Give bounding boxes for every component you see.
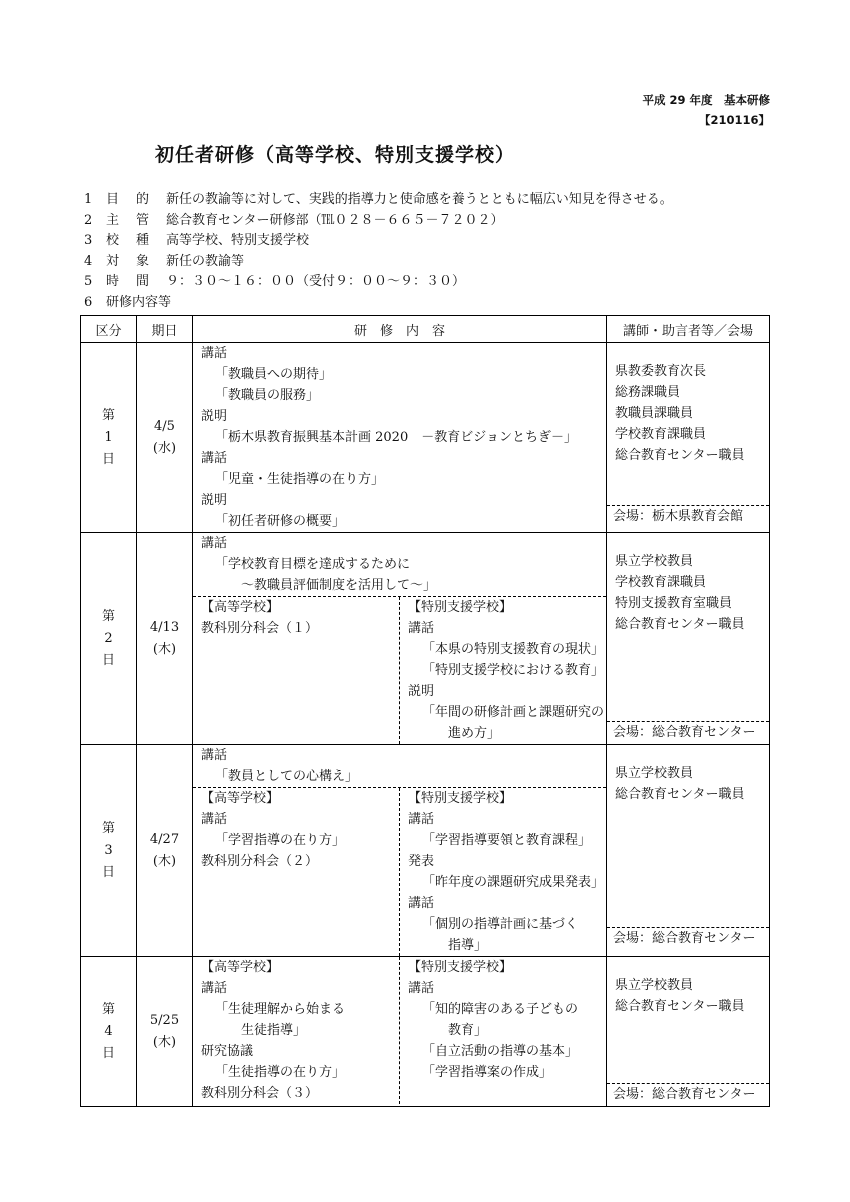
special-support-column xyxy=(399,957,606,1104)
lecturer-name: 学校教育課職員 xyxy=(615,427,707,442)
page-title: 初任者研修（高等学校、特別支援学校） xyxy=(155,144,516,166)
info-row xyxy=(84,272,673,293)
lecturer-name: 特別支援教育室職員 xyxy=(615,596,733,611)
content-line: 「児童・生徒指導の在り方」 xyxy=(215,472,385,487)
category-char: 第 xyxy=(101,608,115,624)
day-lecturers xyxy=(607,957,770,1107)
content-line: 「初任者研修の概要」 xyxy=(215,514,346,529)
lecturer-box xyxy=(607,343,769,528)
lecturer-box xyxy=(607,957,769,1106)
day-category xyxy=(81,957,137,1107)
content-line: 教科別分科会（１） xyxy=(201,621,319,636)
content-line: 研究協議 xyxy=(201,1044,254,1059)
content-line: 「学校教育目標を達成するために xyxy=(215,557,411,572)
content-line: 教科別分科会（３） xyxy=(201,1086,319,1101)
special-support-column xyxy=(399,597,606,744)
table-row xyxy=(81,533,770,745)
content-line: 「昨年度の課題研究成果発表」 xyxy=(422,875,605,890)
category-char: 3 xyxy=(104,842,113,858)
info-list xyxy=(84,190,673,313)
info-value: 新任の教諭等 xyxy=(166,253,245,269)
venue-label: 会場：総合教育センター xyxy=(607,927,769,950)
content-line: 「知的障害のある子どもの xyxy=(422,1002,579,1017)
content-line: 講話 xyxy=(201,536,228,551)
content-line: 「教職員への期待」 xyxy=(215,367,333,382)
day-category xyxy=(81,533,137,745)
info-number: 6 xyxy=(84,294,93,310)
info-value: 新任の教諭等に対して、実践的指導力と使命感を養うとともに幅広い知見を得させる。 xyxy=(166,192,673,207)
content-line: 講話 xyxy=(201,981,228,996)
content-line: 【特別支援学校】 xyxy=(408,600,513,615)
lecturer-list xyxy=(607,957,769,1017)
day-content xyxy=(193,957,607,1107)
lecturer-name: 総合教育センター職員 xyxy=(615,999,745,1014)
venue-label: 会場：総合教育センター xyxy=(607,721,769,744)
info-number: 1 xyxy=(84,192,93,207)
content-line: 教科別分科会（２） xyxy=(201,854,319,869)
category-char: 日 xyxy=(101,652,115,668)
content-line: 指導」 xyxy=(448,938,488,953)
content-line: 【特別支援学校】 xyxy=(408,960,513,975)
date-text: 5/25 xyxy=(149,1012,180,1028)
content-line: 生徒指導」 xyxy=(241,1023,307,1038)
lecturer-name: 総合教育センター職員 xyxy=(615,617,745,632)
day-content xyxy=(193,745,607,957)
content-line: 教育」 xyxy=(448,1023,488,1038)
header-content: 研 修 内 容 xyxy=(193,316,607,343)
info-value: 総合教育センター研修部（℡０２８－６６５－７２０２） xyxy=(166,212,504,228)
lecturer-box xyxy=(607,745,769,950)
day-date xyxy=(137,533,193,745)
lecturer-name: 総務課職員 xyxy=(615,385,681,400)
lecturer-list xyxy=(607,533,769,635)
content-line: 講話 xyxy=(201,748,228,763)
content-line: 「個別の指導計画に基づく xyxy=(422,917,579,932)
day-content xyxy=(193,533,607,745)
category-char: 2 xyxy=(104,630,113,646)
schedule-table xyxy=(80,315,770,1107)
info-row xyxy=(84,252,673,273)
date-text: (水) xyxy=(152,440,177,456)
category-char: 第 xyxy=(101,1001,115,1017)
school-split xyxy=(193,957,606,1104)
school-split xyxy=(193,787,606,956)
category-char: 日 xyxy=(101,1045,115,1061)
date-text: 4/13 xyxy=(149,619,180,635)
day-lecturers xyxy=(607,533,770,745)
content-line: 「特別支援学校における教育」 xyxy=(422,663,605,678)
content-line: ～教職員評価制度を活用して～」 xyxy=(241,578,437,593)
program-code: 【210116】 xyxy=(698,113,770,127)
content-line: 「学習指導の在り方」 xyxy=(215,833,346,848)
venue-label: 会場：総合教育センター xyxy=(607,1083,769,1106)
content-line: 講話 xyxy=(201,346,228,361)
category-char: 第 xyxy=(101,820,115,836)
info-label: 研修内容等 xyxy=(106,294,172,310)
content-line: 進め方」 xyxy=(448,726,501,741)
special-support-column xyxy=(399,788,606,956)
category-char: 4 xyxy=(104,1023,113,1039)
info-number: 2 xyxy=(84,212,93,228)
content-line: 【高等学校】 xyxy=(201,600,280,615)
high-school-column xyxy=(193,788,399,956)
lecturer-name: 県教委教育次長 xyxy=(615,364,707,379)
content-line: 【特別支援学校】 xyxy=(408,791,513,806)
date-text: 4/27 xyxy=(149,831,180,847)
lecturer-list xyxy=(607,745,769,805)
lecturer-name: 県立学校教員 xyxy=(615,554,694,569)
info-value: ９：３０～１６：００（受付９：００～９：３０） xyxy=(166,274,466,289)
venue-label: 会場：栃木県教育会館 xyxy=(607,505,769,528)
content-line: 「生徒指導の在り方」 xyxy=(215,1065,346,1080)
content-line: 「教員としての心構え」 xyxy=(215,769,359,784)
day-lecturers xyxy=(607,343,770,533)
table-row xyxy=(81,957,770,1107)
info-label: 校 種 xyxy=(106,233,152,248)
day-date xyxy=(137,745,193,957)
high-school-column xyxy=(193,957,399,1104)
high-school-column xyxy=(193,597,399,744)
content-line: 発表 xyxy=(408,854,435,869)
content-line: 「教職員の服務」 xyxy=(215,388,320,403)
lecturer-list xyxy=(607,343,769,466)
info-number: 5 xyxy=(84,274,93,289)
info-label: 主 管 xyxy=(106,212,152,228)
info-row xyxy=(84,293,673,314)
content-line: 「自立活動の指導の基本」 xyxy=(422,1044,579,1059)
info-row xyxy=(84,211,673,232)
header-category: 区分 xyxy=(81,316,137,343)
day-category xyxy=(81,745,137,957)
content-line: 説明 xyxy=(201,409,228,424)
content-line: 【高等学校】 xyxy=(201,960,280,975)
date-text: (木) xyxy=(152,1034,177,1050)
content-line: 「年間の研修計画と課題研究の xyxy=(422,705,605,720)
school-split xyxy=(193,596,606,744)
content-line: 講話 xyxy=(408,812,435,827)
date-text: (木) xyxy=(152,853,177,869)
content-line: 講話 xyxy=(201,451,228,466)
info-row xyxy=(84,190,673,211)
program-label: 平成 29 年度 基本研修 xyxy=(642,93,770,107)
content-line: 講話 xyxy=(408,896,435,911)
info-value: 高等学校、特別支援学校 xyxy=(166,233,310,248)
category-char: 日 xyxy=(101,451,115,467)
table-row xyxy=(81,343,770,533)
content-line: 「学習指導案の作成」 xyxy=(422,1065,553,1080)
lecturer-name: 総合教育センター職員 xyxy=(615,787,745,802)
info-number: 3 xyxy=(84,233,93,248)
content-line: 「学習指導要領と教育課程」 xyxy=(422,833,592,848)
day-content xyxy=(193,343,607,533)
day-date xyxy=(137,343,193,533)
content-line: 説明 xyxy=(201,493,228,508)
header-lecturer: 講師・助言者等／会場 xyxy=(607,316,770,343)
lecturer-name: 県立学校教員 xyxy=(615,766,694,781)
lecturer-name: 総合教育センター職員 xyxy=(615,448,745,463)
info-label: 時 間 xyxy=(106,274,152,289)
content-line: 「栃木県教育振興基本計画 2020 －教育ビジョンとちぎ－」 xyxy=(215,430,577,445)
lecturer-name: 県立学校教員 xyxy=(615,978,694,993)
category-char: 1 xyxy=(104,429,113,445)
date-text: (木) xyxy=(152,641,177,657)
info-number: 4 xyxy=(84,253,93,269)
info-label: 目 的 xyxy=(106,192,152,207)
date-text: 4/5 xyxy=(154,418,175,434)
day-category xyxy=(81,343,137,533)
content-line: 講話 xyxy=(408,981,435,996)
content-line: 【高等学校】 xyxy=(201,791,280,806)
content-line: 講話 xyxy=(201,812,228,827)
table-row xyxy=(81,745,770,957)
info-row xyxy=(84,231,673,252)
content-line: 「本県の特別支援教育の現状」 xyxy=(422,642,605,657)
content-line: 説明 xyxy=(408,684,435,699)
header-date: 期日 xyxy=(137,316,193,343)
day-date xyxy=(137,957,193,1107)
category-char: 日 xyxy=(101,864,115,880)
day-lecturers xyxy=(607,745,770,957)
lecturer-box xyxy=(607,533,769,744)
lecturer-name: 学校教育課職員 xyxy=(615,575,707,590)
category-char: 第 xyxy=(101,407,115,423)
content-line: 「生徒理解から始まる xyxy=(215,1002,346,1017)
info-label: 対 象 xyxy=(106,253,152,269)
table-header-row xyxy=(81,316,770,343)
content-line: 講話 xyxy=(408,621,435,636)
lecturer-name: 教職員課職員 xyxy=(615,406,694,421)
